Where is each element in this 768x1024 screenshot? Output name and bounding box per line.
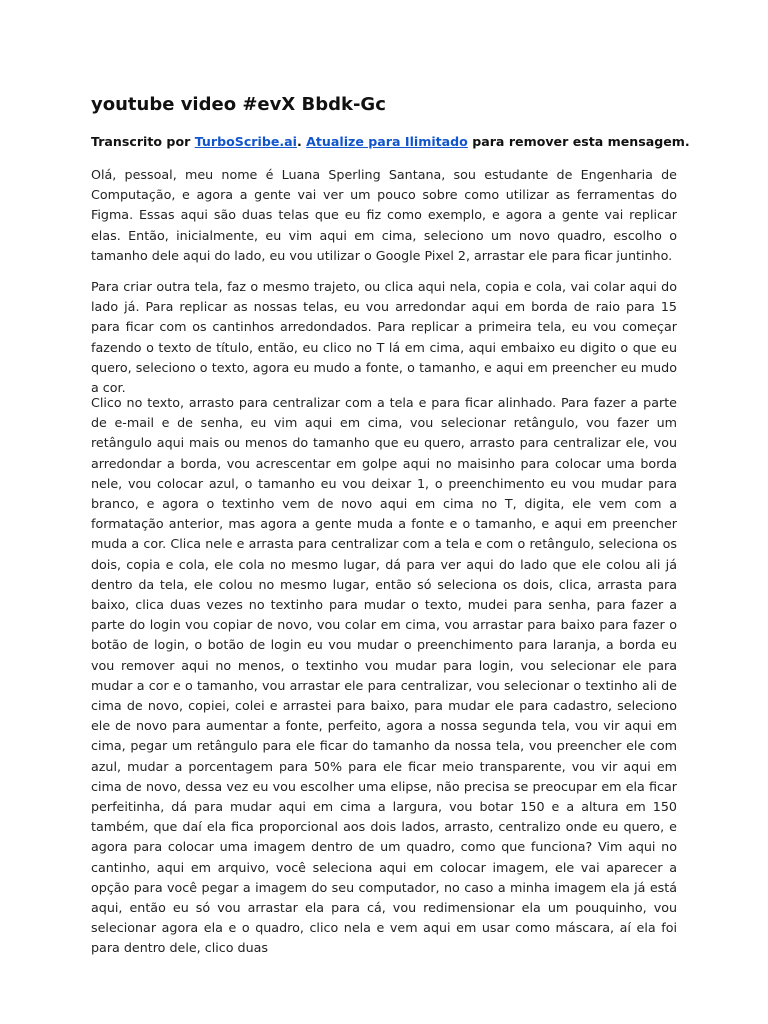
notice-prefix: Transcrito por <box>91 134 195 149</box>
document-title: youtube video #evX Bbdk-Gc <box>91 94 386 115</box>
upgrade-link[interactable]: Atualize para Ilimitado <box>306 134 468 149</box>
paragraph: Clico no texto, arrasto para centralizar com a tela e para ficar alinhado. Para fazer a parte de e-mail e de senha, eu vim aqui em cima, vou selecionar retângulo, vou fazer um retângulo aqui mais ou menos do tamanho que eu quero, arrasto para centralizar ele, vou arredondar a borda, vou acrescentar em golpe aqui no maisinho para colocar uma borda nele, vou colocar azul, o tamanho eu vou deixar 1, o preenchimento eu vou mudar para branco, e agora o textinho vem de novo aqui em cima no T, digita, ele vem com a formatação anterior, mas agora a gente muda a fonte e o tamanho, e aqui em preencher muda a cor. Clica nele e arrasta para centralizar com a tela e com o retângulo, seleciona os dois, copia e cola, ele cola no mesmo lugar, dá para ver aqui do lado que ele colou ali já dentro da tela, ele colou no mesmo lugar, então só seleciona os dois, clica, arrasta para baixo, clica duas vezes no textinho para mudar o texto, mudei para senha, para fazer a parte do login vou copiar de novo, vou colar em cima, vou arrastar para baixo para fazer o botão de login, o botão de login eu vou mudar o preenchimento para laranja, a borda eu vou remover aqui no menos, o textinho vou mudar para login, vou selecionar ele para mudar a cor e o tamanho, vou arrastar ele para centralizar, vou selecionar o textinho ali de cima de novo, copiei, colei e arrastei para baixo, para mudar ele para cadastro, seleciono ele de novo para aumentar a fonte, perfeito, agora a nossa segunda tela, vou vir aqui em cima, pegar um retângulo para ele ficar do tamanho da nossa tela, vou preencher ele com azul, mudar a porcentagem para 50% para ele ficar meio transparente, vou vir aqui em cima de novo, dessa vez eu vou escolher uma elipse, não precisa se preocupar em ela ficar perfeitinha, dá para mudar aqui em cima a largura, vou botar 150 e a altura em 150 também, que daí ela fica proporcional aos dois lados, arrasto, centralizo onde eu quero, e agora para colocar uma imagem dentro de um quadro, como que funciona? Vim aqui no cantinho, aqui em arquivo, você seleciona aqui em colocar imagem, ele vai aparecer a opção para você pegar a imagem do seu computador, no caso a minha imagem ela já está aqui, então eu só vou arrastar ela para cá, vou redimensionar ela um pouquinho, vou selecionar agora ela e o quadro, clico nela e vem aqui em usar como máscara, aí ela foi para dentro dele, clico duas <box>91 395 677 956</box>
transcription-notice <box>91 134 690 149</box>
notice-separator: . <box>296 134 307 149</box>
paragraph: Olá, pessoal, meu nome é Luana Sperling Santana, sou estudante de Engenharia de Computação, e agora a gente vai ver um pouco sobre como utilizar as ferramentas do Figma. Essas aqui são duas telas que eu fiz como exemplo, e agora a gente vai replicar elas. Então, inicialmente, eu vim aqui em cima, seleciono um novo quadro, escolho o tamanho dele aqui do lado, eu vou utilizar o Google Pixel 2, arrastar ele para ficar juntinho. <box>91 167 677 263</box>
paragraph: Para criar outra tela, faz o mesmo trajeto, ou clica aqui nela, copia e cola, vai colar aqui do lado já. Para replicar as nossas telas, eu vou arredondar aqui em borda de raio para 15 para ficar com os cantinhos arredondados. Para replicar a primeira tela, eu vou começar fazendo o texto de título, então, eu clico no T lá em cima, aqui embaixo eu digito o que eu quero, seleciono o texto, agora eu mudo a fonte, o tamanho, e aqui em preencher eu mudo a cor. <box>91 279 677 396</box>
turboscribe-link[interactable]: TurboScribe.ai <box>194 134 297 149</box>
notice-suffix: para remover esta mensagem. <box>467 134 690 149</box>
